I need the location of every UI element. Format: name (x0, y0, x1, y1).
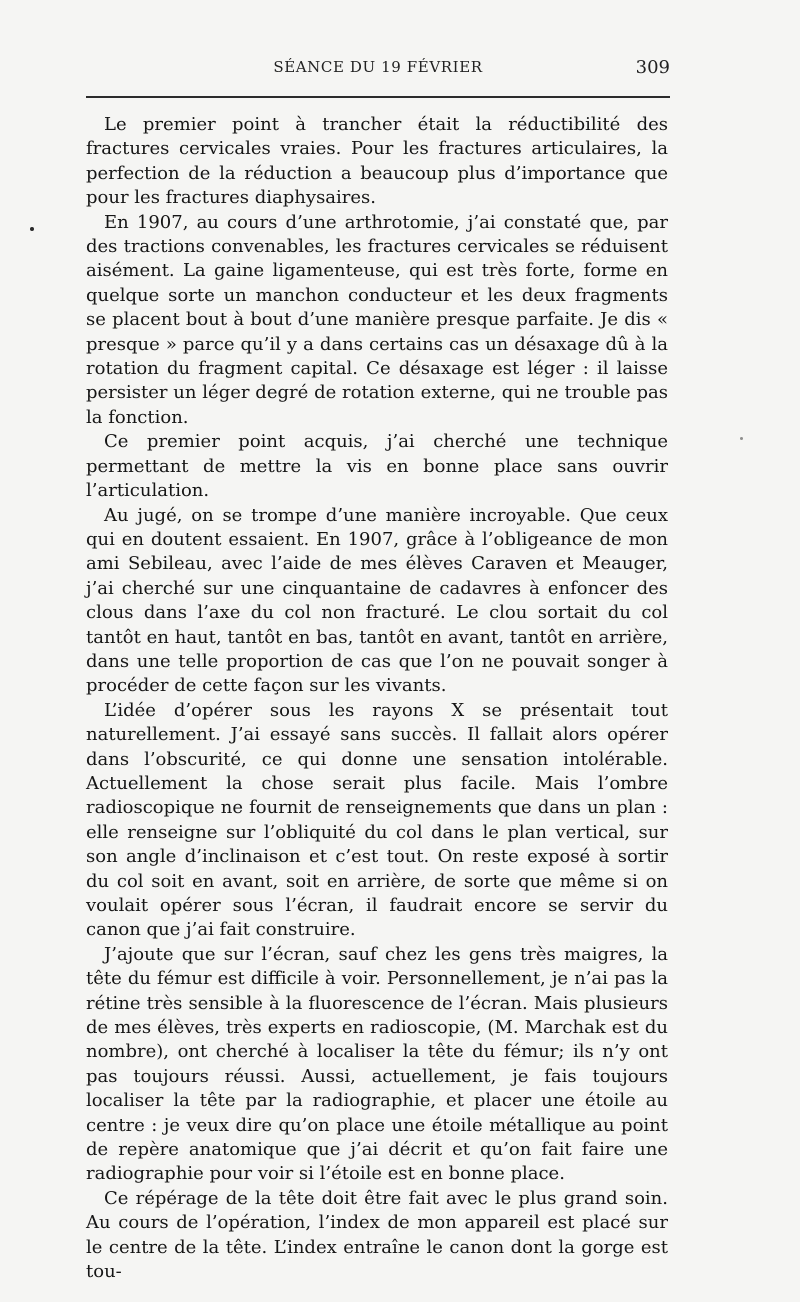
paragraph: Le premier point à trancher était la réductibilité des fractures cervicales vraies. Pour les fractures articulaires, la perfection de la réduction a beaucoup plus d’importance que pour les fractures diaphysaires. (86, 114, 668, 209)
running-title: SÉANCE DU 19 FÉVRIER (273, 58, 483, 76)
paragraph: J’ajoute que sur l’écran, sauf chez les gens très maigres, la tête du fémur est difficile à voir. Personnellement, je n’ai pas la rétine très sensible à la fluorescence de l’écran. Mais plusieurs de mes élèves, très experts en radioscopie, (M. Marchak est du nombre), ont cherché à localiser la tête du fémur; ils n’y ont pas toujours réussi. Aussi, actuellement, je fais toujours localiser la tête par la radiographie, et placer une étoile au centre : je veux dire qu’on place une étoile métallique au point de repère anatomique que j’ai décrit et qu’on fait faire une radiographie pour voir si l’étoile est en bonne place. (86, 943, 668, 1185)
paragraph: Au jugé, on se trompe d’une manière incroyable. Que ceux qui en doutent essaient. En 1907, grâce à l’obligeance de mon ami Sebileau, avec l’aide de mes élèves Caraven et Meauger, j’ai cherché sur une cinquantaine de cadavres à enfoncer des clous dans l’axe du col non fracturé. Le clou sortait du col tantôt en haut, tantôt en bas, tantôt en avant, tantôt en arrière, dans une telle proportion de cas que l’on ne pouvait songer à procéder de cette façon sur les vivants. (86, 504, 668, 697)
ink-spot (740, 437, 743, 440)
body-text (86, 113, 668, 1285)
paragraph: L’idée d’opérer sous les rayons X se présentait tout naturellement. J’ai essayé sans succès. Il fallait alors opérer dans l’obscurité, ce qui donne une sensation intolérable. Actuellement la chose serait plus facile. Mais l’ombre radioscopique ne fournit de renseignements que dans un plan : elle renseigne sur l’obliquité du col dans le plan vertical, sur son angle d’inclinaison et c’est tout. On reste exposé à sortir du col soit en avant, soit en arrière, de sorte que même si on voulait opérer sous l’écran, il faudrait encore se servir du canon que j’ai fait construire. (86, 699, 668, 941)
page-number: 309 (635, 57, 670, 78)
running-head (86, 58, 670, 88)
header-rule (86, 96, 670, 98)
ink-spot (30, 227, 34, 231)
paragraph: Ce répérage de la tête doit être fait avec le plus grand soin. Au cours de l’opération, l’index de mon appareil est placé sur le centre de la tête. L’index entraîne le canon dont la gorge est tou- (86, 1187, 668, 1283)
paragraph: En 1907, au cours d’une arthrotomie, j’ai constaté que, par des tractions convenables, les fractures cervicales se réduisent aisément. La gaine ligamenteuse, qui est très forte, forme en quelque sorte un manchon conducteur et les deux fragments se placent bout à bout d’une manière presque parfaite. Je dis « presque » parce qu’il y a dans certains cas un désaxage dû à la rotation du fragment capital. Ce désaxage est léger : il laisse persister un léger degré de rotation externe, qui ne trouble pas la fonction. (86, 211, 668, 428)
paragraph: Ce premier point acquis, j’ai cherché une technique permettant de mettre la vis en bonne place sans ouvrir l’articulation. (86, 431, 668, 502)
